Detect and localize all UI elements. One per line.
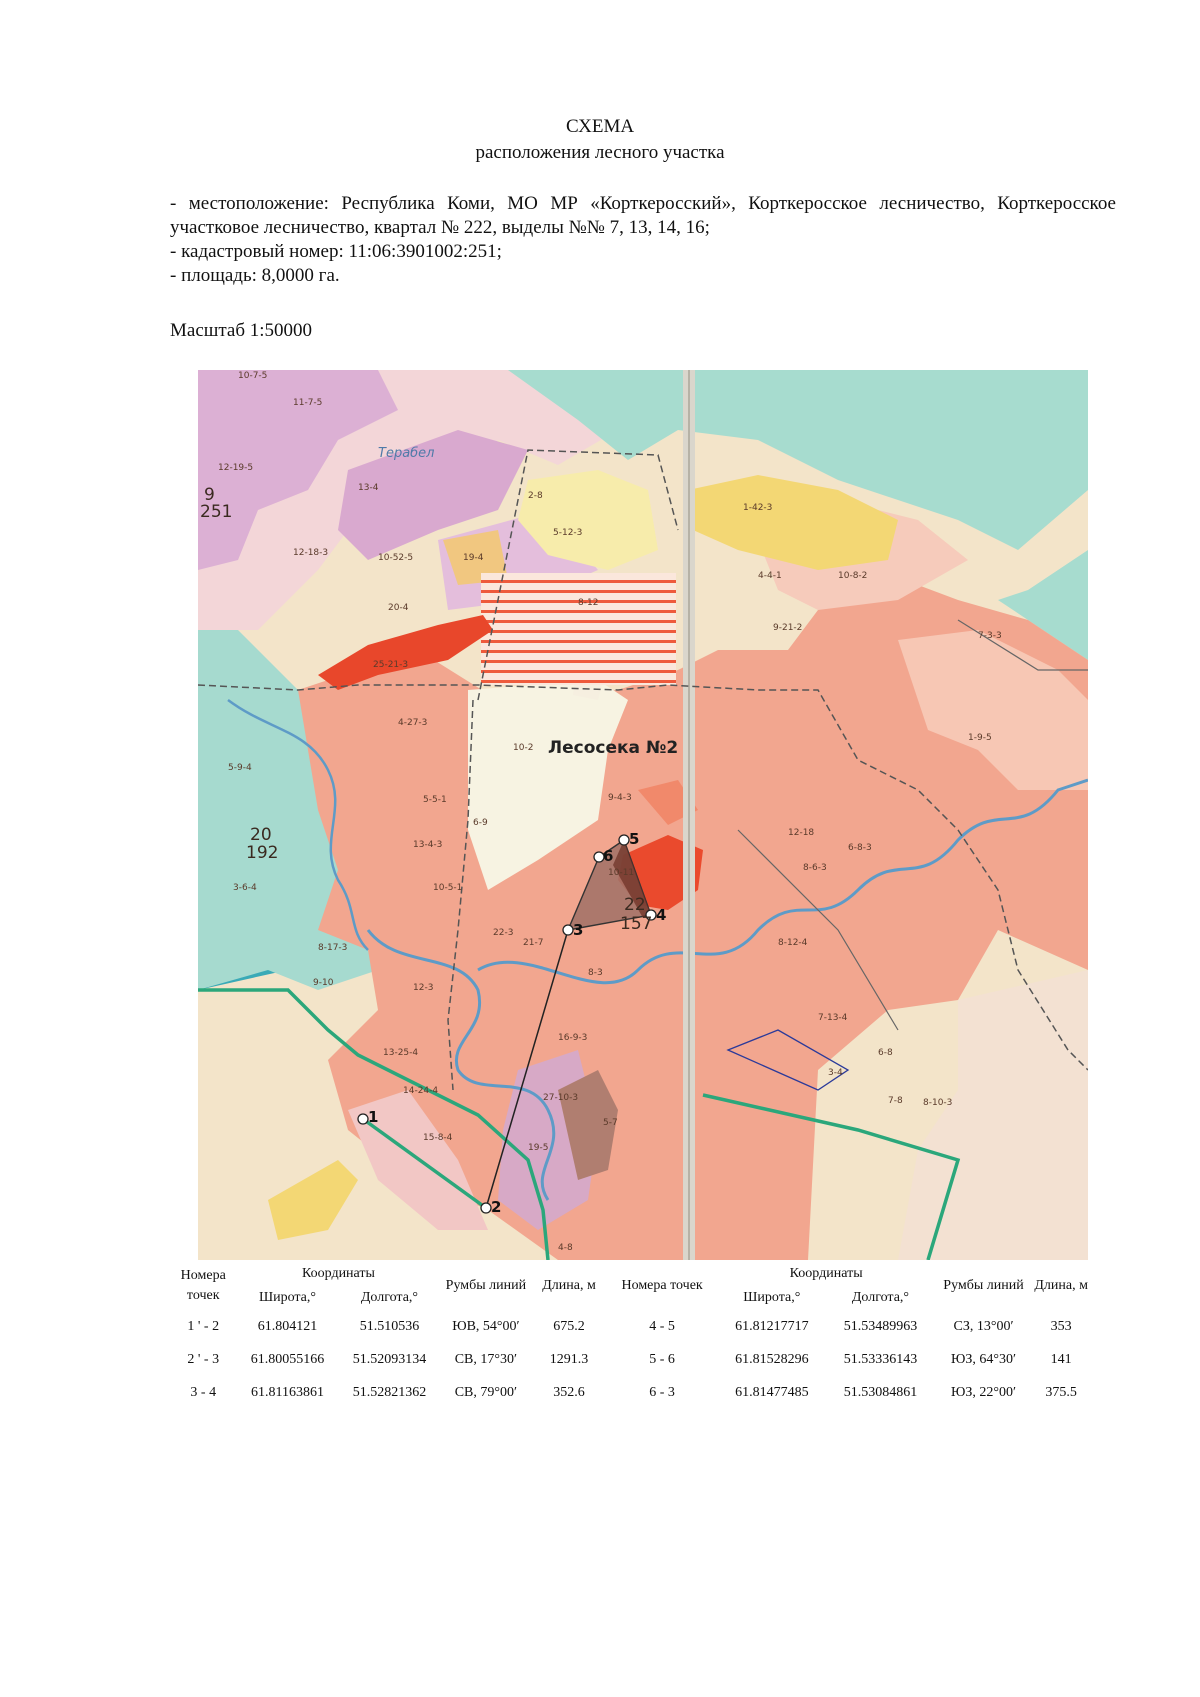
header-lat: Широта,°: [258, 1290, 316, 1305]
stand-code-label: 5-9-4: [228, 763, 252, 773]
stand-code-label: 8-17-3: [318, 943, 348, 953]
row-lat-right: 61.81528296: [735, 1351, 809, 1367]
row-length-right: 375.5: [1045, 1384, 1077, 1400]
stand-code-label: 5-5-1: [423, 795, 447, 805]
row-lon-right: 51.53084861: [843, 1384, 918, 1400]
row-lon-right: 51.53489963: [843, 1318, 918, 1334]
point-2-marker: [481, 1203, 491, 1213]
stand-code-label: 12-18-3: [293, 548, 329, 558]
header-lon-right: Долгота,°: [851, 1290, 910, 1305]
stand-code-label: 13-4: [358, 483, 379, 493]
quarter-9-num: 9: [204, 485, 215, 505]
header-coords-right: Координаты: [789, 1266, 863, 1281]
stand-code-label: 16-9-3: [558, 1033, 588, 1043]
stand-code-label: 19-4: [463, 553, 484, 563]
stand-code-label: 5-12-3: [553, 528, 583, 538]
stand-code-label: 7-8: [888, 1096, 903, 1106]
point-6-label: 6: [603, 847, 614, 865]
row-lat-right: 61.81477485: [735, 1384, 809, 1400]
row-length: 1291.3: [549, 1351, 589, 1367]
header-length-right: Длина, м: [1034, 1278, 1088, 1293]
row-bearing-right: ЮЗ, 22°00′: [950, 1384, 1017, 1400]
stand-code-label: 6-8-3: [848, 843, 872, 853]
quarter-9-area: 251: [200, 502, 233, 522]
stand-code-label: 9-21-2: [773, 623, 803, 633]
stand-code-label: 12-19-5: [218, 463, 254, 473]
row-points-right: 6 - 3: [649, 1384, 675, 1400]
row-length: 352.6: [553, 1384, 585, 1400]
row-length-right: 353: [1050, 1318, 1072, 1334]
forest-map: [198, 370, 1088, 1260]
river-label: Терабел: [378, 446, 435, 461]
row-length-right: 141: [1050, 1351, 1072, 1367]
stand-code-label: 25-21-3: [373, 660, 409, 670]
header-lon: Долгота,°: [360, 1290, 419, 1305]
point-3-marker: [563, 925, 573, 935]
header-bearing: Румбы линий: [445, 1278, 527, 1293]
header-points-right: Номера точек: [621, 1278, 703, 1293]
stand-code-label: 13-4-3: [413, 840, 443, 850]
stand-code-label: 4-8: [558, 1243, 573, 1253]
stand-code-label: 15-8-4: [423, 1133, 453, 1143]
stand-code-label: 13-25-4: [383, 1048, 419, 1058]
point-2-label: 2: [491, 1198, 502, 1216]
row-lon: 51.52093134: [352, 1351, 427, 1367]
location-text: - местоположение: Республика Коми, МО МР «Корткеросский», Корткеросское лесничество, Корткеросское участковое лесничество, квартал № 222, выделы №№ 7, 13, 14, 16;: [170, 193, 1116, 238]
stand-code-label: 20-4: [388, 603, 409, 613]
stand-code-label: 11-7-5: [293, 398, 323, 408]
point-5-label: 5: [629, 830, 640, 848]
header-lat-right: Широта,°: [743, 1290, 801, 1305]
row-bearing: СВ, 79°00′: [454, 1384, 518, 1400]
point-3-label: 3: [573, 921, 584, 939]
stand-code-label: 9-10: [313, 978, 334, 988]
stand-code-label: 10-5-1: [433, 883, 463, 893]
point-5-marker: [619, 835, 629, 845]
row-bearing: СВ, 17°30′: [454, 1351, 518, 1367]
stand-code-label: 19-5: [528, 1143, 549, 1153]
table-row: [170, 1310, 1090, 1343]
row-lat: 61.80055166: [250, 1351, 325, 1367]
stand-code-label: 9-4-3: [608, 793, 632, 803]
quarter-20-area: 192: [246, 843, 279, 863]
row-points: 1 ' - 2: [187, 1318, 220, 1334]
stand-code-label: 12-18: [788, 828, 815, 838]
row-lat-right: 61.81217717: [735, 1318, 809, 1334]
stand-code-label: 10-7-5: [238, 371, 268, 381]
forest-map-svg: [198, 370, 1088, 1260]
stand-code-label: 14-24-4: [403, 1086, 439, 1096]
stand-code-label: 10-8-2: [838, 571, 868, 581]
stand-code-label: 12-3: [413, 983, 434, 993]
row-points: 3 - 4: [190, 1384, 217, 1400]
area-text: - площадь: 8,0000 га.: [170, 265, 340, 286]
stand-code-label: 8-12: [578, 598, 599, 608]
stand-code-label: 8-3: [588, 968, 603, 978]
stand-code-label: 7-3-3: [978, 631, 1002, 641]
stand-code-label: 5-7: [603, 1118, 618, 1128]
quarter-22-area: 157: [620, 914, 653, 934]
stand-code-label: 21-7: [523, 938, 544, 948]
table-row: [170, 1376, 1090, 1409]
row-bearing: ЮВ, 54°00′: [452, 1318, 520, 1334]
point-4-label: 4: [656, 906, 667, 924]
quarter-20-num: 20: [250, 825, 272, 845]
stand-code-label: 8-10-3: [923, 1098, 953, 1108]
coordinates-table: [170, 1262, 1090, 1409]
row-points: 2 ' - 3: [187, 1351, 220, 1367]
scale-text: Масштаб 1:50000: [170, 320, 313, 341]
header-bearing-right: Румбы линий: [943, 1278, 1024, 1293]
stand-code-label: 6-8: [878, 1048, 893, 1058]
point-1-label: 1: [368, 1108, 379, 1126]
header-points: Номера точек: [180, 1268, 226, 1303]
stand-code-label: 22-3: [493, 928, 514, 938]
header-length: Длина, м: [542, 1278, 596, 1293]
quarter-22-num: 22: [624, 895, 646, 915]
cut-area-hatched: [481, 573, 676, 685]
row-lon-right: 51.53336143: [843, 1351, 918, 1367]
row-lat: 61.804121: [257, 1318, 318, 1334]
stand-code-label: 3-4: [828, 1068, 843, 1078]
stand-code-label: 3-6-4: [233, 883, 257, 893]
row-points-right: 5 - 6: [649, 1351, 675, 1367]
point-1-marker: [358, 1114, 368, 1124]
row-points-right: 4 - 5: [649, 1318, 675, 1334]
stand-code-label: 10-11: [608, 868, 635, 878]
row-bearing-right: СЗ, 13°00′: [953, 1318, 1014, 1334]
doc-title: СХЕМА: [565, 116, 635, 137]
stand-code-label: 4-27-3: [398, 718, 428, 728]
cadastral-text: - кадастровый номер: 11:06:3901002:251;: [170, 241, 502, 262]
stand-code-label: 6-9: [473, 818, 488, 828]
stand-code-label: 2-8: [528, 491, 543, 501]
cut-area-label: Лесосека №2: [548, 738, 679, 758]
stand-code-label: 27-10-3: [543, 1093, 579, 1103]
stand-code-label: 8-6-3: [803, 863, 827, 873]
stand-code-label: 1-9-5: [968, 733, 992, 743]
row-lon: 51.52821362: [352, 1384, 427, 1400]
stand-code-label: 7-13-4: [818, 1013, 848, 1023]
stand-code-label: 1-42-3: [743, 503, 773, 513]
stand-code-label: 10-2: [513, 743, 534, 753]
header-coords: Координаты: [301, 1266, 375, 1281]
stand-code-label: 10-52-5: [378, 553, 414, 563]
row-lon: 51.510536: [359, 1318, 420, 1334]
row-lat: 61.81163861: [250, 1384, 324, 1400]
doc-subtitle: расположения лесного участка: [475, 142, 725, 163]
stand-code-label: 8-12-4: [778, 938, 808, 948]
row-bearing-right: ЮЗ, 64°30′: [950, 1351, 1017, 1367]
table-row: [170, 1343, 1090, 1376]
stand-code-label: 4-4-1: [758, 571, 782, 581]
row-length: 675.2: [553, 1318, 585, 1334]
